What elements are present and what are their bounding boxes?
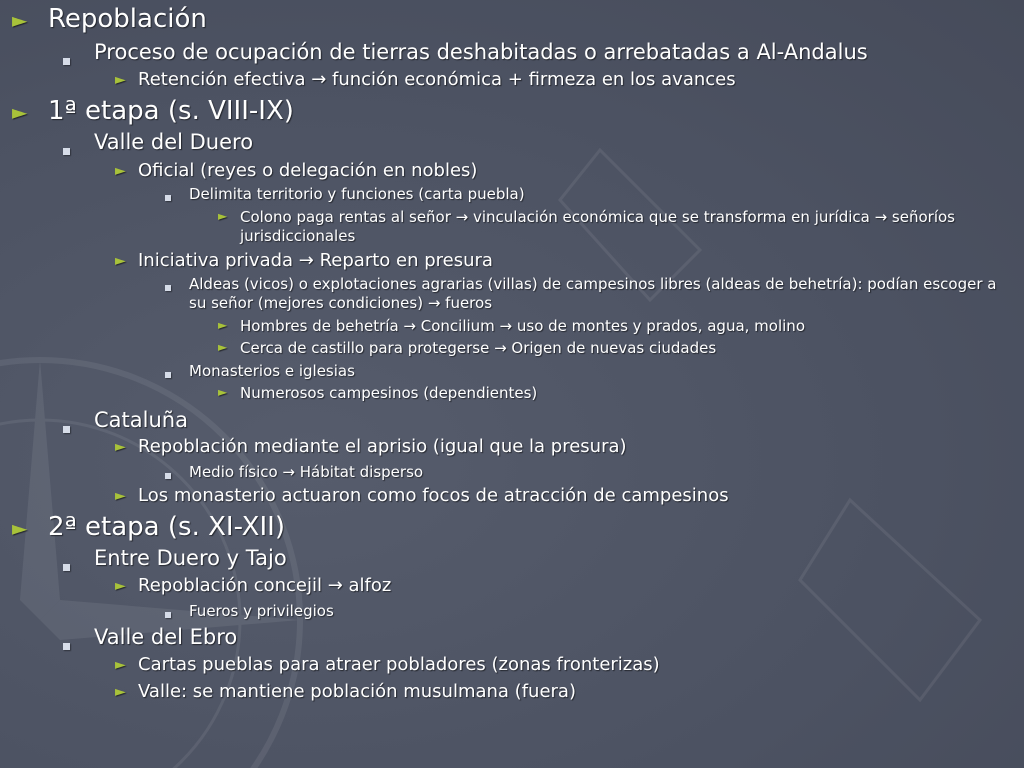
item-text: Fueros y privilegios — [189, 602, 334, 620]
item-text: Monasterios e iglesias — [189, 362, 355, 380]
item-text: Hombres de behetría → Concilium → uso de montes y prados, agua, molino — [240, 317, 805, 335]
list-item — [0, 132, 1004, 153]
item-text: Cartas pueblas para atraer pobladores (zonas fronterizas) — [138, 654, 660, 675]
list-item — [0, 463, 1004, 482]
list-item — [0, 275, 1004, 313]
triangle-bullet-icon: ► — [218, 385, 228, 399]
item-text: Entre Duero y Tajo — [94, 546, 287, 570]
square-bullet-icon — [165, 285, 171, 291]
item-text: Delimita territorio y funciones (carta puebla) — [189, 185, 525, 203]
item-text: Repoblación — [48, 4, 207, 34]
list-item — [0, 42, 1004, 63]
list-item — [0, 410, 1004, 431]
list-item — [0, 602, 1004, 621]
triangle-bullet-icon: ► — [218, 318, 228, 332]
item-text: Numerosos campesinos (dependientes) — [240, 384, 538, 402]
triangle-bullet-icon: ► — [115, 684, 126, 700]
square-bullet-icon — [63, 426, 70, 433]
item-text: Iniciativa privada → Reparto en presura — [138, 250, 493, 271]
square-bullet-icon — [165, 612, 171, 618]
triangle-bullet-icon: ► — [12, 8, 28, 32]
triangle-bullet-icon: ► — [12, 100, 28, 124]
square-bullet-icon — [63, 58, 70, 65]
item-text: 1ª etapa (s. VIII-IX) — [48, 96, 294, 126]
list-item — [0, 339, 1004, 358]
list-item — [0, 185, 1004, 204]
square-bullet-icon — [165, 473, 171, 479]
list-item — [0, 162, 1004, 180]
item-text: Repoblación mediante el aprisio (igual que la presura) — [138, 436, 627, 457]
triangle-bullet-icon: ► — [115, 253, 126, 269]
list-item — [0, 71, 1004, 89]
triangle-bullet-icon: ► — [218, 340, 228, 354]
list-item — [0, 683, 1004, 701]
item-text: Oficial (reyes o delegación en nobles) — [138, 160, 478, 181]
item-text: Valle del Duero — [94, 130, 254, 154]
item-text: Proceso de ocupación de tierras deshabitadas o arrebatadas a Al-Andalus — [94, 40, 868, 64]
list-item — [0, 487, 1004, 505]
list-item — [0, 627, 1004, 648]
list-item — [0, 252, 1004, 270]
square-bullet-icon — [63, 148, 70, 155]
triangle-bullet-icon: ► — [115, 163, 126, 179]
item-text: Valle del Ebro — [94, 625, 238, 649]
item-text: 2ª etapa (s. XI-XII) — [48, 512, 285, 542]
item-text: Valle: se mantiene población musulmana (fuera) — [138, 681, 576, 702]
item-text: Cataluña — [94, 408, 188, 432]
item-text: Retención efectiva → función económica + firmeza en los avances — [138, 69, 736, 90]
square-bullet-icon — [165, 372, 171, 378]
list-item — [0, 6, 1004, 32]
square-bullet-icon — [63, 564, 70, 571]
list-item — [0, 514, 1004, 540]
triangle-bullet-icon: ► — [218, 209, 228, 223]
item-text: Medio físico → Hábitat disperso — [189, 463, 424, 481]
triangle-bullet-icon: ► — [115, 578, 126, 594]
list-item — [0, 208, 1004, 246]
item-text: Repoblación concejil → alfoz — [138, 575, 392, 596]
list-item — [0, 656, 1004, 674]
triangle-bullet-icon: ► — [115, 72, 126, 88]
list-item — [0, 98, 1004, 124]
list-item — [0, 438, 1004, 456]
item-text: Los monasterio actuaron como focos de atracción de campesinos — [138, 485, 729, 506]
item-text: Cerca de castillo para protegerse → Origen de nuevas ciudades — [240, 339, 717, 357]
list-item — [0, 362, 1004, 381]
square-bullet-icon — [165, 195, 171, 201]
list-item — [0, 317, 1004, 336]
list-item — [0, 548, 1004, 569]
item-text: Colono paga rentas al señor → vinculación económica que se transforma en jurídica → señoríos jurisdiccionales — [240, 208, 955, 245]
triangle-bullet-icon: ► — [12, 516, 28, 540]
triangle-bullet-icon: ► — [115, 657, 126, 673]
item-text: Aldeas (vicos) o explotaciones agrarias (villas) de campesinos libres (aldeas de behetría): podían escoger a su señor (mejores condiciones) → fueros — [189, 275, 997, 312]
list-item — [0, 384, 1004, 403]
list-item — [0, 577, 1004, 595]
triangle-bullet-icon: ► — [115, 439, 126, 455]
square-bullet-icon — [63, 643, 70, 650]
triangle-bullet-icon: ► — [115, 488, 126, 504]
